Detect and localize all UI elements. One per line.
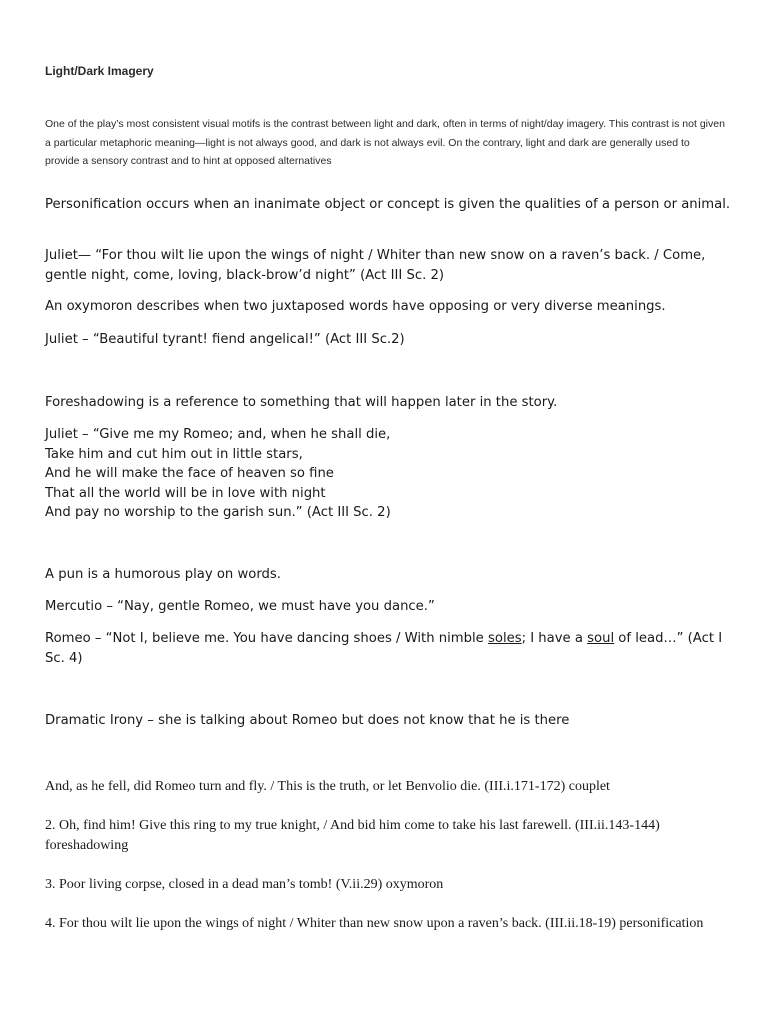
- pun-definition: A pun is a humorous play on words.: [45, 567, 281, 582]
- underlined-word-soles: soles: [488, 631, 522, 646]
- example-item: And, as he fell, did Romeo turn and fly. / This is the truth, or let Benvolio die. (III.i.171-172) couplet: [45, 779, 610, 794]
- oxymoron-quote: Juliet – “Beautiful tyrant! fiend angelical!” (Act III Sc.2): [45, 332, 405, 347]
- foreshadowing-quote: [45, 425, 735, 523]
- foreshadowing-definition: Foreshadowing is a reference to something that will happen later in the story.: [45, 395, 558, 410]
- quote-line: Juliet – “Give me my Romeo; and, when he shall die,: [45, 427, 391, 442]
- pun-quote-romeo: [45, 629, 735, 668]
- pun-quote-mercutio: Mercutio – “Nay, gentle Romeo, we must have you dance.”: [45, 599, 435, 614]
- personification-quote: Juliet— “For thou wilt lie upon the wings of night / Whiter than new snow on a raven’s back. / Come, gentle night, come, loving, black-brow’d night” (Act III Sc. 2): [45, 248, 706, 283]
- quote-text: Romeo – “Not I, believe me. You have dancing shoes / With nimble: [45, 631, 488, 646]
- quote-text: of lead…” (Act I Sc. 4): [45, 631, 723, 666]
- page-title: Light/Dark Imagery: [45, 64, 154, 78]
- quote-line: That all the world will be in love with night: [45, 485, 326, 501]
- personification-definition: Personification occurs when an inanimate object or concept is given the qualities of a person or animal.: [45, 197, 731, 212]
- oxymoron-definition: An oxymoron describes when two juxtaposed words have opposing or very diverse meanings.: [45, 299, 666, 314]
- example-item: 2. Oh, find him! Give this ring to my true knight, / And bid him come to take his last farewell. (III.ii.143-144) foreshadowing: [45, 818, 660, 853]
- intro-paragraph: One of the play’s most consistent visual motifs is the contrast between light and dark, often in terms of night/day imagery. This contrast is not given a particular metaphoric meaning—light is not always good, and dark is not always evil. On the contrary, light and dark are generally used to provide a sensory contrast and to hint at opposed alternatives: [45, 118, 725, 167]
- example-item: 4. For thou wilt lie upon the wings of night / Whiter than new snow upon a raven’s back. (III.ii.18-19) personification: [45, 916, 704, 931]
- quote-text: ; I have a: [521, 631, 588, 646]
- dramatic-irony-definition: Dramatic Irony – she is talking about Romeo but does not know that he is there: [45, 713, 570, 728]
- quote-line: And pay no worship to the garish sun.” (Act III Sc. 2): [45, 505, 391, 520]
- example-item: 3. Poor living corpse, closed in a dead man’s tomb! (V.ii.29) oxymoron: [45, 877, 444, 892]
- quote-line: And he will make the face of heaven so fine: [45, 466, 334, 481]
- quote-line: Take him and cut him out in little stars,: [45, 446, 303, 462]
- underlined-word-soul: soul: [587, 631, 615, 646]
